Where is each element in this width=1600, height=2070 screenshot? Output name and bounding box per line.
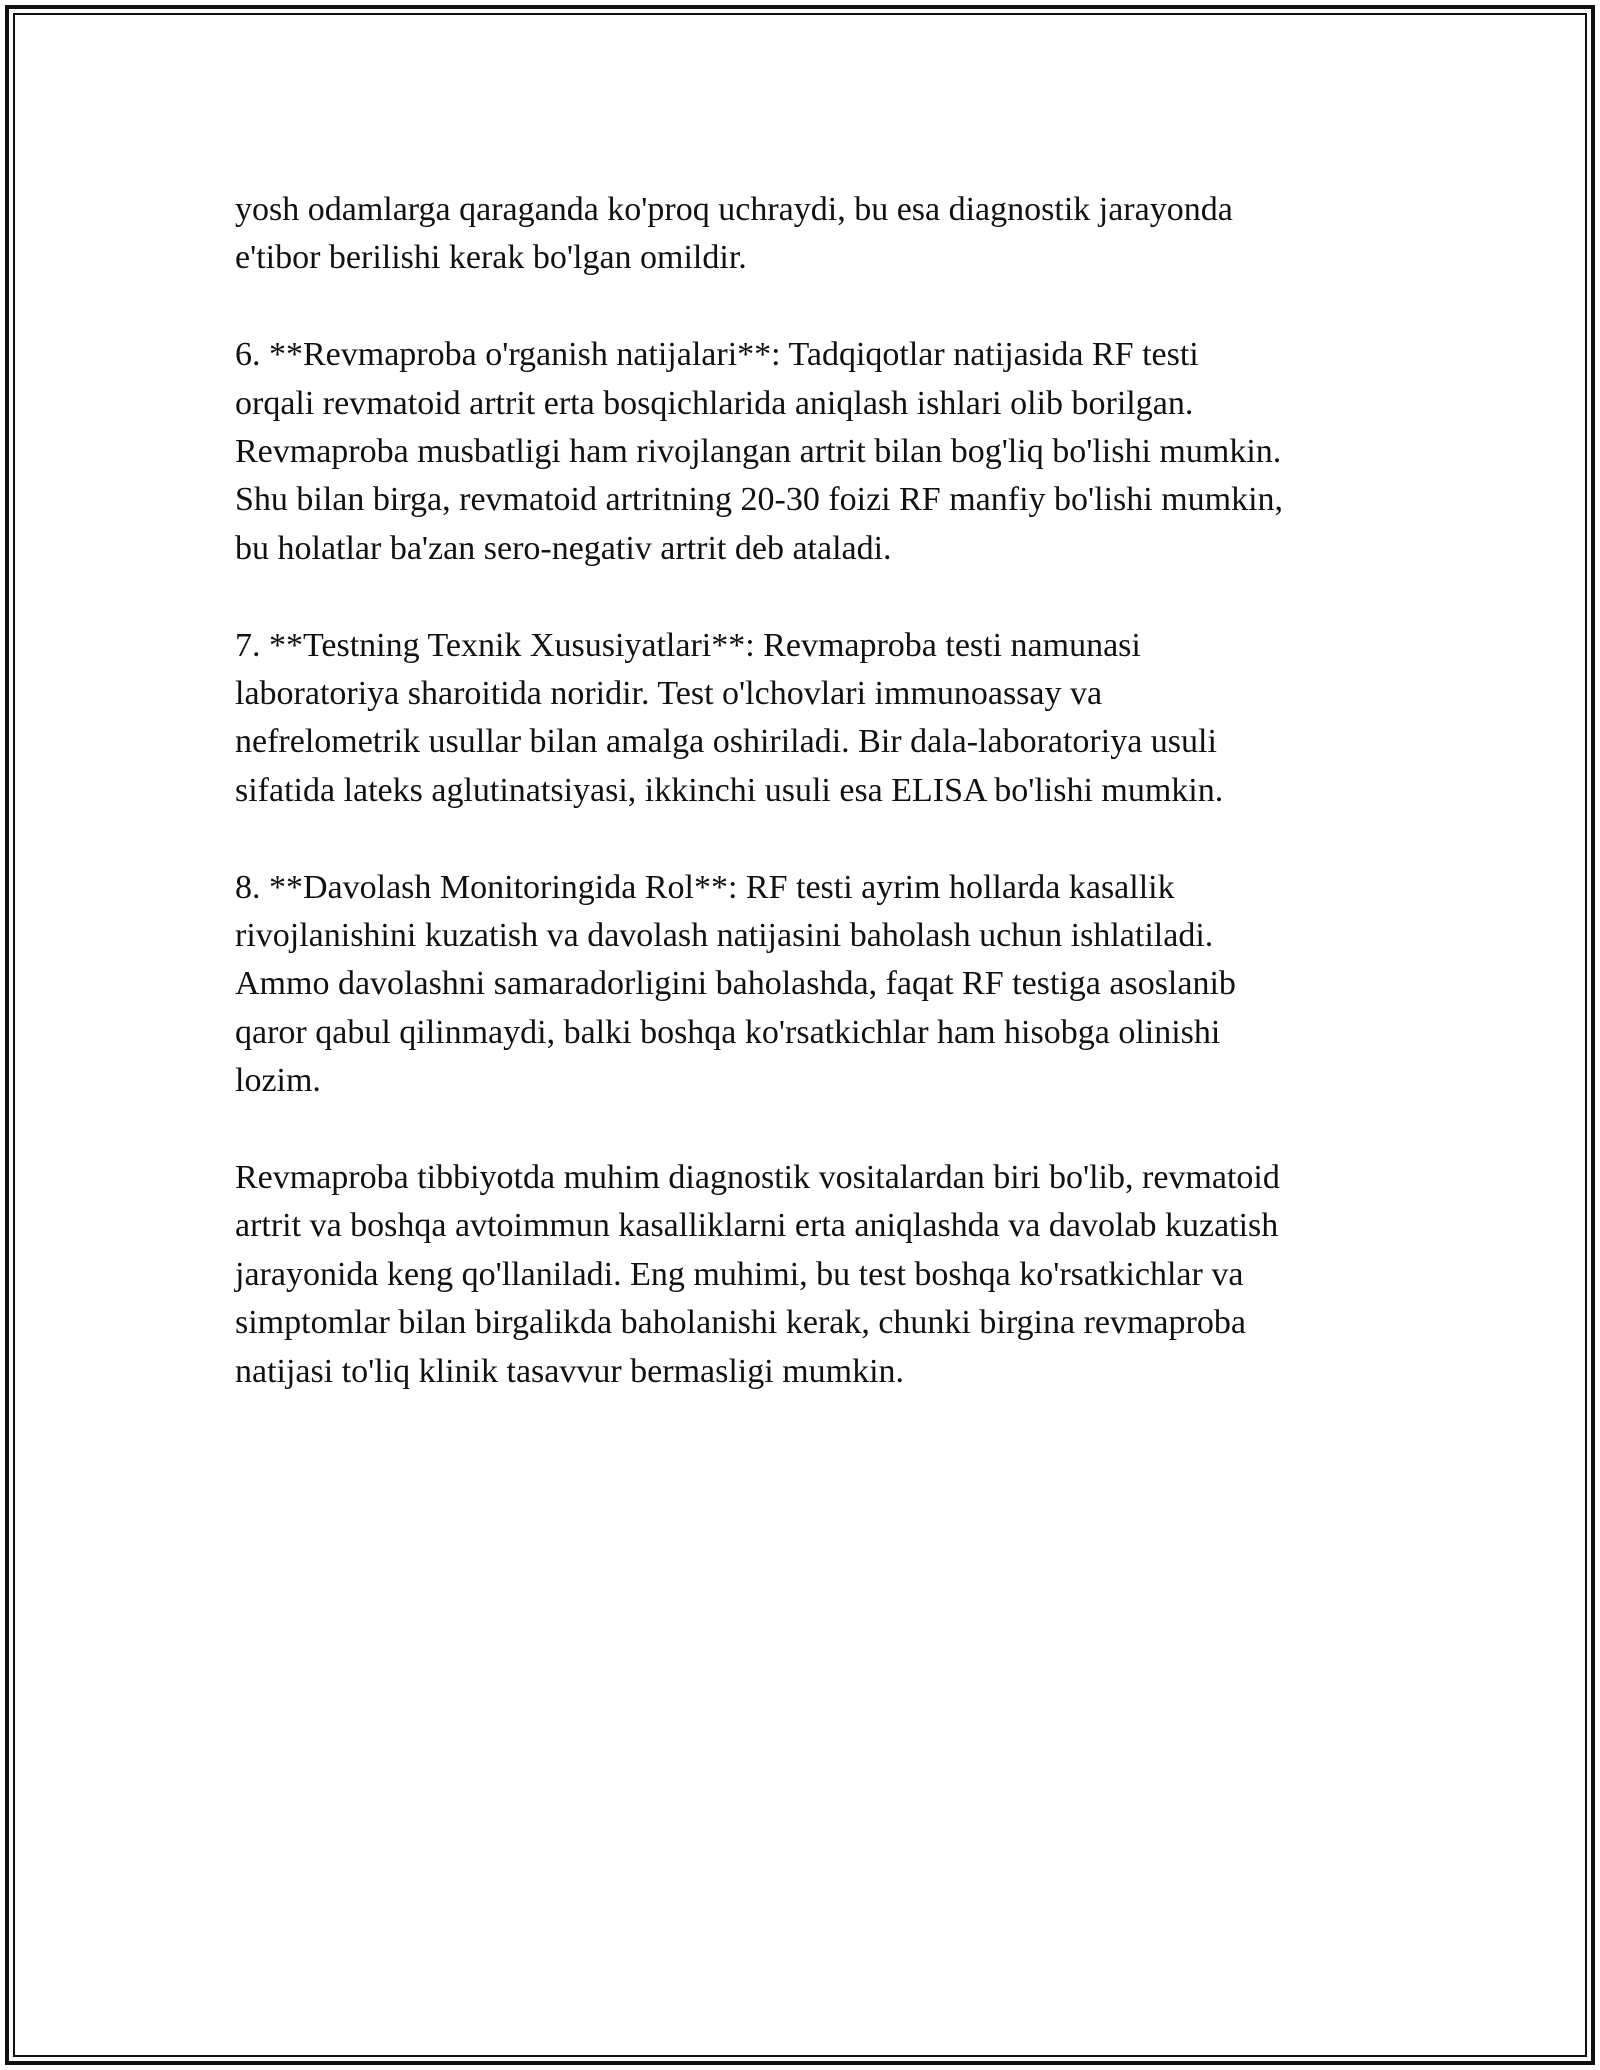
document-body — [235, 186, 1375, 1444]
paragraph-conclusion: Revmaproba tibbiyotda muhim diagnostik vositalardan biri bo'lib, revmatoid artrit va boshqa avtoimmun kasalliklarni erta aniqlashda va davolab kuzatish jarayonida keng qo'llaniladi. Eng muhimi, bu test boshqa ko'rsatkichlar va simptomlar bilan birgalikda baholanishi kerak, chunki birgina revmaproba natijasi to'liq klinik tasavvur bermasligi mumkin. — [235, 1159, 1280, 1390]
paragraph-item-6: 6. **Revmaproba o'rganish natijalari**: Tadqiqotlar natijasida RF testi orqali revmatoid artrit erta bosqichlarida aniqlash ishlari olib borilgan. Revmaproba musbatligi ham rivojlangan artrit bilan bog'liq bo'lishi mumkin. Shu bilan birga, revmatoid artritning 20-30 foizi RF manfiy bo'lishi mumkin, bu holatlar ba'zan sero-negativ artrit deb ataladi. — [235, 336, 1284, 567]
paragraph-item-8: 8. **Davolash Monitoringida Rol**: RF testi ayrim hollarda kasallik rivojlanishini kuzatish va davolash natijasini baholash uchun ishlatiladi. Ammo davolashni samaradorligini baholashda, faqat RF testiga asoslanib qaror qabul qilinmaydi, balki boshqa ko'rsatkichlar ham hisobga olinishi lozim. — [235, 868, 1236, 1100]
paragraph-item-7: 7. **Testning Texnik Xususiyatlari**: Revmaproba testi namunasi laboratoriya sharoitida noridir. Test o'lchovlari immunoassay va nefrelometrik usullar bilan amalga oshiriladi. Bir dala-laboratoriya usuli sifatida lateks aglutinatsiyasi, ikkinchi usuli esa ELISA bo'lishi mumkin. — [235, 626, 1224, 809]
paragraph-continuation: yosh odamlarga qaraganda ko'proq uchraydi, bu esa diagnostik jarayonda e'tibor berilishi kerak bo'lgan omildir. — [235, 191, 1233, 277]
